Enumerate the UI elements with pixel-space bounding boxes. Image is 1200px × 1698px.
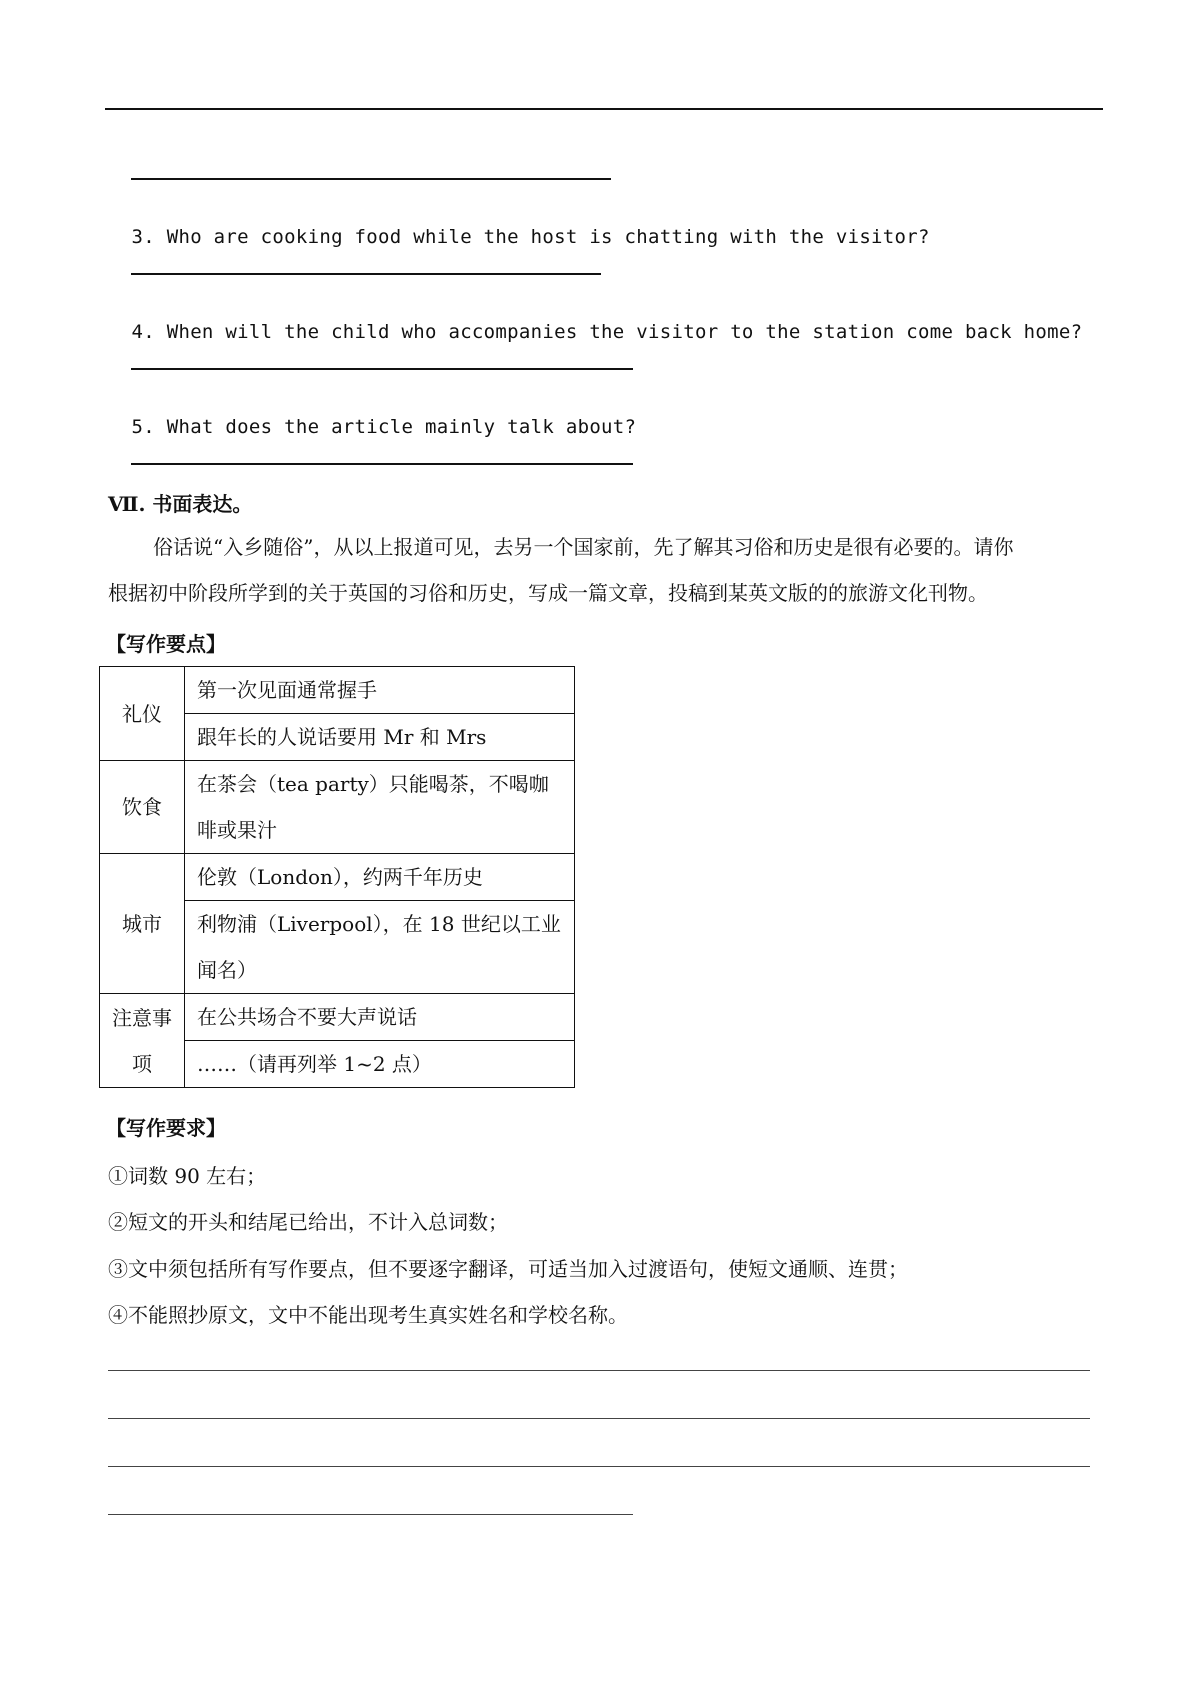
writing-line[interactable] <box>108 1466 1090 1467</box>
question-text: When will the child who accompanies the visitor to the station come back home? <box>166 321 1083 343</box>
requirement-item: ③文中须包括所有写作要点，但不要逐字翻译，可适当加入过渡语句，使短文通顺、连贯； <box>108 1257 908 1281</box>
table-row <box>100 854 575 901</box>
header-rule <box>105 108 1103 110</box>
table-row <box>100 761 575 854</box>
writing-line[interactable] <box>108 1514 633 1515</box>
point-cell: 伦敦（London），约两千年历史 <box>185 854 575 901</box>
answer-line-5 <box>131 463 633 465</box>
answer-line-2 <box>131 178 611 180</box>
points-heading: 【写作要点】 <box>106 632 226 656</box>
writing-line[interactable] <box>108 1370 1090 1371</box>
requirement-item: ①词数 90 左右； <box>108 1164 267 1188</box>
question-5 <box>108 394 636 438</box>
writing-line[interactable] <box>108 1418 1090 1419</box>
question-number: 5. <box>131 416 155 438</box>
point-cell: 跟年长的人说话要用 Mr 和 Mrs <box>185 714 575 761</box>
question-text: Who are cooking food while the host is chatting with the visitor? <box>166 226 930 248</box>
point-cell: 第一次见面通常握手 <box>185 667 575 714</box>
section-title: Ⅶ. 书面表达。 <box>108 492 253 516</box>
category-city: 城市 <box>100 854 185 994</box>
category-etiquette: 礼仪 <box>100 667 185 761</box>
question-text: What does the article mainly talk about? <box>166 416 637 438</box>
category-diet: 饮食 <box>100 761 185 854</box>
question-4 <box>108 299 1082 343</box>
intro-paragraph-line2: 根据初中阶段所学到的关于英国的习俗和历史，写成一篇文章，投稿到某英文版的的旅游文化刊物。 <box>108 581 988 605</box>
question-number: 3. <box>131 226 155 248</box>
table-row <box>100 994 575 1041</box>
question-number: 4. <box>131 321 155 343</box>
table-row <box>100 667 575 714</box>
writing-points-table <box>99 666 575 1088</box>
intro-paragraph-line1: 俗话说“入乡随俗”，从以上报道可见，去另一个国家前，先了解其习俗和历史是很有必要的。请你 <box>153 535 1014 559</box>
requirement-item: ④不能照抄原文，文中不能出现考生真实姓名和学校名称。 <box>108 1303 628 1327</box>
point-cell: ……（请再列举 1~2 点） <box>185 1041 575 1088</box>
question-3 <box>108 204 930 248</box>
point-cell: 在茶会（tea party）只能喝茶，不喝咖啡或果汁 <box>185 761 575 854</box>
requirements-heading: 【写作要求】 <box>106 1116 226 1140</box>
point-cell: 在公共场合不要大声说话 <box>185 994 575 1041</box>
requirement-item: ②短文的开头和结尾已给出，不计入总词数； <box>108 1210 508 1234</box>
answer-line-3 <box>131 273 601 275</box>
category-notes: 注意事项 <box>100 994 185 1088</box>
answer-line-4 <box>131 368 633 370</box>
point-cell: 利物浦（Liverpool），在 18 世纪以工业闻名） <box>185 901 575 994</box>
